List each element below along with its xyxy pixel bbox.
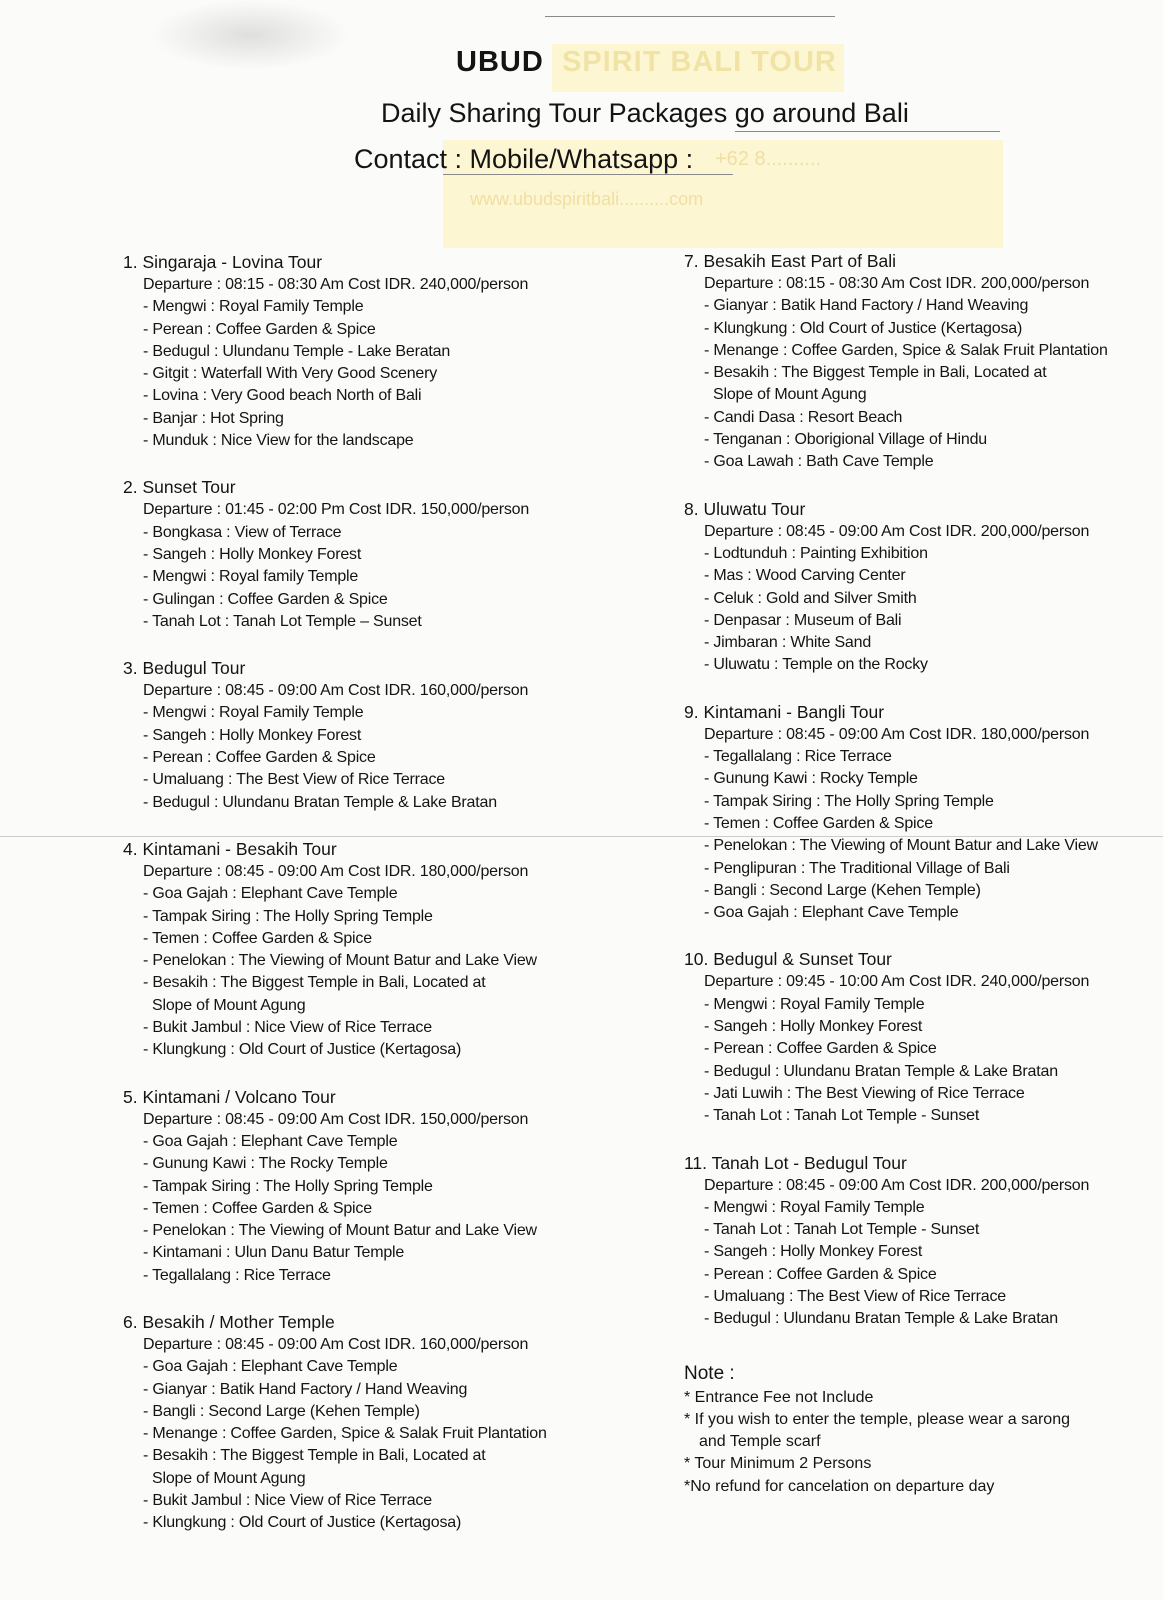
itinerary-item: - Mengwi : Royal Family Temple	[704, 995, 925, 1013]
note-item: *No refund for cancelation on departure day	[684, 1477, 995, 1495]
itinerary-item: - Perean : Coffee Garden & Spice	[143, 749, 376, 767]
faded-title: SPIRIT BALI TOUR	[562, 46, 837, 78]
itinerary-item: - Banjar : Hot Spring	[143, 409, 284, 427]
itinerary-item: - Temen : Coffee Garden & Spice	[143, 1199, 372, 1217]
scan-smudge	[150, 0, 350, 70]
itinerary-item: - Penglipuran : The Traditional Village of Bali	[704, 859, 1010, 877]
tour-title: 11. Tanah Lot - Bedugul Tour	[684, 1152, 907, 1173]
note-section	[684, 1361, 1144, 1498]
itinerary-item: - Bongkasa : View of Terrace	[143, 523, 342, 541]
itinerary-item: - Munduk : Nice View for the landscape	[143, 432, 414, 450]
itinerary-item: - Denpasar : Museum of Bali	[704, 611, 902, 629]
tour-title: 1. Singaraja - Lovina Tour	[123, 252, 323, 272]
itinerary-item: - Bedugul : Ulundanu Temple - Lake Beratan	[143, 342, 451, 360]
itinerary-item: - Mengwi : Royal Family Temple	[704, 1198, 925, 1216]
itinerary-item: - Sangeh : Holly Monkey Forest	[143, 726, 362, 744]
tour-itinerary	[123, 499, 593, 633]
itinerary-item: - Klungkung : Old Court of Justice (Kertagosa)	[143, 1041, 462, 1059]
itinerary-item: - Jimbaran : White Sand	[704, 634, 872, 652]
tour-title: 4. Kintamani - Besakih Tour	[123, 838, 337, 859]
subtitle: Daily Sharing Tour Packages go around Bali	[381, 98, 909, 128]
tour-package	[684, 249, 1144, 474]
itinerary-item: - Uluwatu : Temple on the Rocky	[704, 656, 928, 674]
itinerary-item: - Penelokan : The Viewing of Mount Batur and Lake View	[143, 952, 537, 970]
itinerary-item: - Gitgit : Waterfall With Very Good Scenery	[143, 365, 438, 383]
itinerary-item: - Bukit Jambul : Nice View of Rice Terrace	[143, 1019, 432, 1037]
tour-itinerary	[684, 521, 1144, 677]
departure-cost: Departure : 08:45 - 09:00 Am Cost IDR. 200,000/person	[704, 1176, 1090, 1194]
itinerary-item: - Bangli : Second Large (Kehen Temple)	[704, 881, 981, 899]
tour-itinerary	[684, 971, 1144, 1127]
itinerary-item: - Temen : Coffee Garden & Spice	[704, 814, 933, 832]
itinerary-item: - Klungkung : Old Court of Justice (Kertagosa)	[143, 1514, 462, 1532]
itinerary-item: - Jati Luwih : The Best Viewing of Rice Terrace	[704, 1084, 1025, 1102]
itinerary-item: - Besakih : The Biggest Temple in Bali, Located at	[143, 1447, 486, 1465]
faded-website: www.ubudspiritbali..........com	[470, 189, 704, 209]
tour-title: 9. Kintamani - Bangli Tour	[684, 701, 885, 722]
tour-title: 10. Bedugul & Sunset Tour	[684, 949, 892, 970]
itinerary-item: - Tegallalang : Rice Terrace	[143, 1266, 331, 1284]
departure-cost: Departure : 08:45 - 09:00 Am Cost IDR. 180,000/person	[704, 725, 1090, 743]
divider-line	[545, 16, 835, 17]
itinerary-item: - Tegallalang : Rice Terrace	[704, 748, 892, 766]
departure-cost: Departure : 08:45 - 09:00 Am Cost IDR. 150,000/person	[143, 1110, 529, 1128]
itinerary-item: - Klungkung : Old Court of Justice (Kertagosa)	[704, 319, 1023, 337]
note-item: and Temple scarf	[699, 1433, 821, 1451]
tour-package	[123, 1310, 593, 1535]
itinerary-item: - Tampak Siring : The Holly Spring Temple	[143, 907, 433, 925]
itinerary-item: - Lodtunduh : Painting Exhibition	[704, 544, 928, 562]
itinerary-item: - Penelokan : The Viewing of Mount Batur and Lake View	[704, 837, 1098, 855]
note-item: * If you wish to enter the temple, please wear a sarong	[684, 1410, 1070, 1428]
departure-cost: Departure : 09:45 - 10:00 Am Cost IDR. 240,000/person	[704, 973, 1090, 991]
itinerary-item: - Umaluang : The Best View of Rice Terrace	[704, 1287, 1006, 1305]
itinerary-item: - Tanah Lot : Tanah Lot Temple - Sunset	[704, 1107, 980, 1125]
tour-package	[123, 656, 593, 814]
itinerary-item: - Umaluang : The Best View of Rice Terrace	[143, 771, 445, 789]
departure-cost: Departure : 08:45 - 09:00 Am Cost IDR. 160,000/person	[143, 682, 529, 700]
itinerary-item: - Tenganan : Oborigional Village of Hindu	[704, 431, 987, 449]
itinerary-item: - Sangeh : Holly Monkey Forest	[704, 1243, 923, 1261]
tour-itinerary	[123, 274, 593, 452]
tour-title: 5. Kintamani / Volcano Tour	[123, 1086, 336, 1107]
itinerary-item: - Gulingan : Coffee Garden & Spice	[143, 590, 388, 608]
itinerary-item: - Lovina : Very Good beach North of Bali	[143, 387, 422, 405]
itinerary-item: - Temen : Coffee Garden & Spice	[143, 929, 372, 947]
departure-cost: Departure : 01:45 - 02:00 Pm Cost IDR. 150,000/person	[143, 501, 530, 519]
itinerary-item: - Tanah Lot : Tanah Lot Temple – Sunset	[143, 612, 422, 630]
itinerary-item: - Bedugul : Ulundanu Bratan Temple & Lake Bratan	[704, 1062, 1058, 1080]
itinerary-item: Slope of Mount Agung	[152, 1469, 306, 1487]
tour-title: 6. Besakih / Mother Temple	[123, 1311, 335, 1332]
right-tours	[684, 249, 1144, 1331]
departure-cost: Departure : 08:15 - 08:30 Am Cost IDR. 240,000/person	[143, 276, 529, 293]
note-item: * Tour Minimum 2 Persons	[684, 1455, 872, 1473]
itinerary-item: - Candi Dasa : Resort Beach	[704, 408, 903, 426]
tour-package	[123, 475, 593, 633]
departure-cost: Departure : 08:45 - 09:00 Am Cost IDR. 180,000/person	[143, 862, 529, 880]
tour-itinerary	[123, 1109, 593, 1287]
itinerary-item: - Perean : Coffee Garden & Spice	[704, 1040, 937, 1058]
itinerary-item: - Kintamani : Ulun Danu Batur Temple	[143, 1244, 405, 1262]
itinerary-item: - Mengwi : Royal Family Temple	[143, 298, 364, 316]
itinerary-item: - Mas : Wood Carving Center	[704, 567, 906, 585]
tour-package	[684, 497, 1144, 677]
tour-package	[684, 700, 1144, 925]
itinerary-item: - Sangeh : Holly Monkey Forest	[143, 545, 362, 563]
tour-itinerary	[684, 273, 1144, 474]
itinerary-item: - Gianyar : Batik Hand Factory / Hand Weaving	[143, 1380, 468, 1398]
itinerary-item: - Menange : Coffee Garden, Spice & Salak Fruit Plantation	[704, 341, 1108, 359]
itinerary-item: - Perean : Coffee Garden & Spice	[704, 1265, 937, 1283]
departure-cost: Departure : 08:45 - 09:00 Am Cost IDR. 160,000/person	[143, 1335, 529, 1353]
page-title: UBUD	[456, 46, 544, 78]
tour-itinerary	[684, 724, 1144, 925]
tour-package	[684, 1151, 1144, 1331]
tour-title: 7. Besakih East Part of Bali	[684, 251, 897, 271]
tour-itinerary	[123, 680, 593, 814]
itinerary-item: - Goa Gajah : Elephant Cave Temple	[143, 1358, 398, 1376]
note-body	[684, 1387, 1144, 1498]
itinerary-item: - Goa Gajah : Elephant Cave Temple	[143, 1132, 398, 1150]
itinerary-item: - Gianyar : Batik Hand Factory / Hand Weaving	[704, 297, 1029, 315]
itinerary-item: - Tampak Siring : The Holly Spring Temple	[704, 792, 994, 810]
tour-package	[123, 837, 593, 1062]
itinerary-item: - Perean : Coffee Garden & Spice	[143, 320, 376, 338]
right-column	[684, 249, 1144, 1498]
contact-label: Contact : Mobile/Whatsapp :	[354, 144, 694, 174]
left-column	[123, 250, 593, 1558]
tour-title: 3. Bedugul Tour	[123, 658, 246, 679]
tour-package	[684, 947, 1144, 1127]
itinerary-item: Slope of Mount Agung	[152, 996, 306, 1014]
departure-cost: Departure : 08:15 - 08:30 Am Cost IDR. 200,000/person	[704, 275, 1090, 292]
tour-title: 2. Sunset Tour	[123, 477, 236, 498]
departure-cost: Departure : 08:45 - 09:00 Am Cost IDR. 200,000/person	[704, 522, 1090, 540]
itinerary-item: - Bangli : Second Large (Kehen Temple)	[143, 1402, 420, 1420]
itinerary-item: - Mengwi : Royal family Temple	[143, 568, 359, 586]
faded-contact: +62 8..........	[715, 148, 822, 170]
tour-itinerary	[123, 1334, 593, 1535]
itinerary-item: Slope of Mount Agung	[713, 386, 867, 404]
itinerary-item: - Besakih : The Biggest Temple in Bali, Located at	[143, 974, 486, 992]
itinerary-item: - Goa Gajah : Elephant Cave Temple	[704, 904, 959, 922]
itinerary-item: - Bedugul : Ulundanu Bratan Temple & Lake Bratan	[704, 1310, 1058, 1328]
itinerary-item: - Goa Lawah : Bath Cave Temple	[704, 453, 934, 471]
itinerary-item: - Bukit Jambul : Nice View of Rice Terrace	[143, 1492, 432, 1510]
itinerary-item: - Sangeh : Holly Monkey Forest	[704, 1018, 923, 1036]
itinerary-item: - Mengwi : Royal Family Temple	[143, 704, 364, 722]
itinerary-item: - Gunung Kawi : Rocky Temple	[704, 770, 918, 788]
itinerary-item: - Goa Gajah : Elephant Cave Temple	[143, 885, 398, 903]
note-item: * Entrance Fee not Include	[684, 1388, 874, 1406]
itinerary-item: - Penelokan : The Viewing of Mount Batur and Lake View	[143, 1222, 537, 1240]
itinerary-item: - Celuk : Gold and Silver Smith	[704, 589, 917, 607]
divider-line	[735, 131, 1000, 132]
tour-package	[123, 250, 593, 452]
tour-itinerary	[684, 1175, 1144, 1331]
itinerary-item: - Bedugul : Ulundanu Bratan Temple & Lake Bratan	[143, 793, 497, 811]
tour-itinerary	[123, 861, 593, 1062]
itinerary-item: - Menange : Coffee Garden, Spice & Salak Fruit Plantation	[143, 1425, 547, 1443]
tour-package	[123, 1085, 593, 1287]
itinerary-item: - Tampak Siring : The Holly Spring Temple	[143, 1177, 433, 1195]
tour-title: 8. Uluwatu Tour	[684, 498, 806, 519]
note-title: Note :	[684, 1362, 735, 1384]
itinerary-item: - Tanah Lot : Tanah Lot Temple - Sunset	[704, 1221, 980, 1239]
itinerary-item: - Gunung Kawi : The Rocky Temple	[143, 1155, 388, 1173]
itinerary-item: - Besakih : The Biggest Temple in Bali, Located at	[704, 364, 1047, 382]
